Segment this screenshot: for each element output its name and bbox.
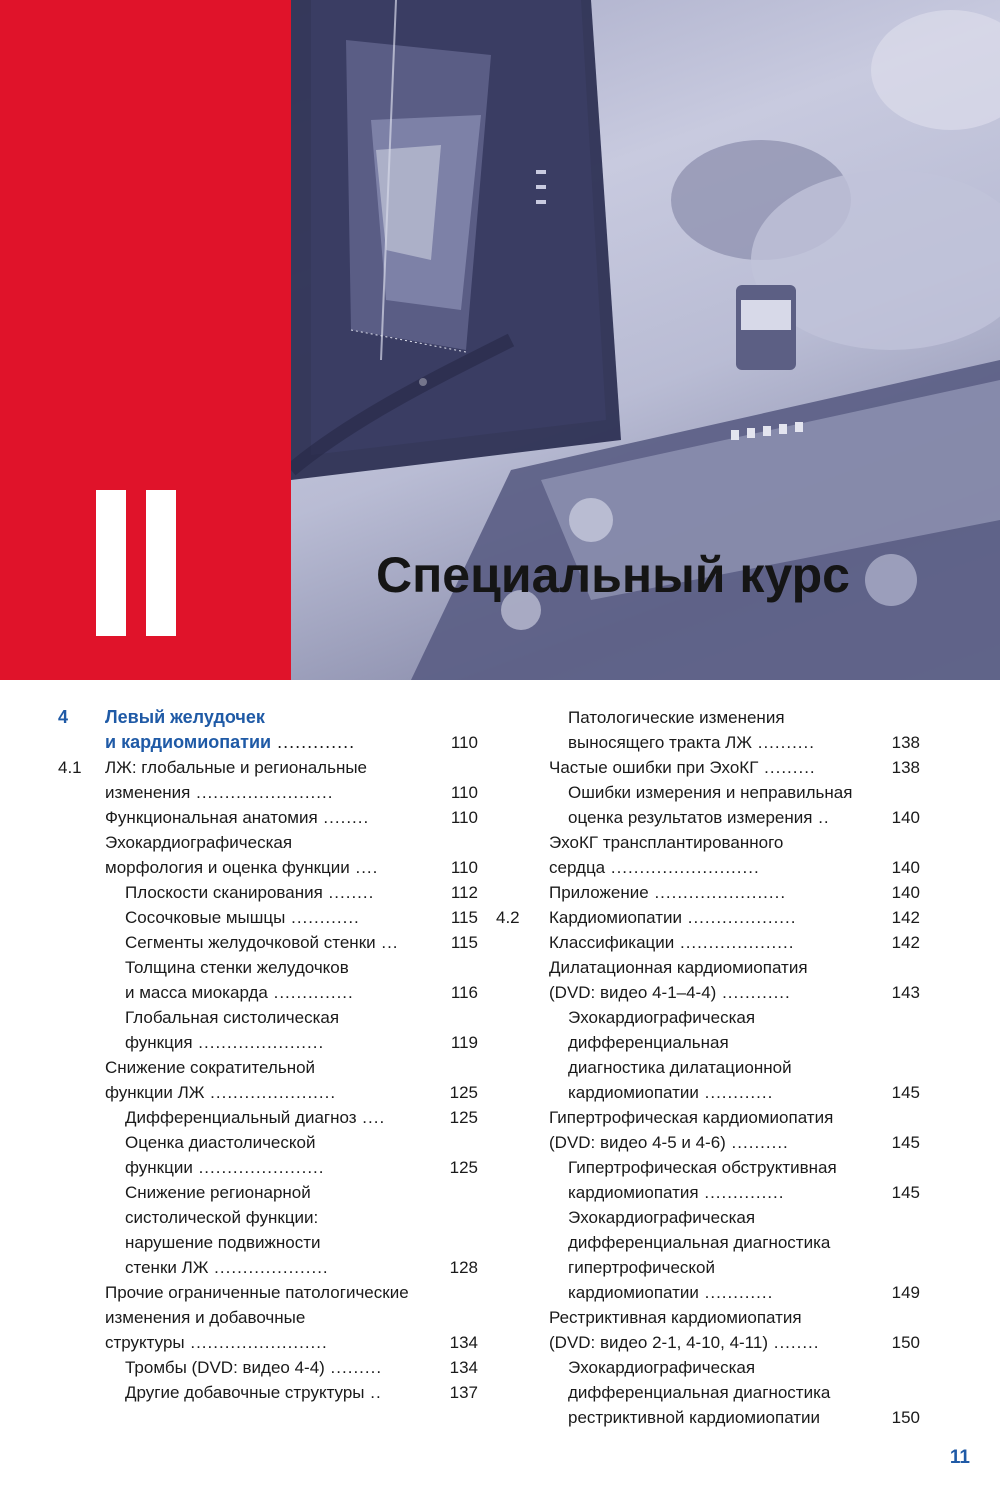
- toc-entry-title: дифференциальная диагностика: [568, 1383, 831, 1402]
- toc-entry: [58, 1055, 478, 1080]
- toc-leader-dots: ..: [364, 1383, 382, 1402]
- toc-entry: [58, 1280, 478, 1305]
- toc-entry-title: диагностика дилатационной: [568, 1058, 792, 1077]
- toc-entry: [496, 905, 920, 930]
- toc-entry-title: Сосочковые мышцы: [125, 908, 286, 927]
- toc-entry-page: 128: [449, 1258, 478, 1277]
- toc-leader-dots: ............: [716, 983, 791, 1002]
- toc-left-column: [58, 705, 478, 1405]
- toc-leader-dots: ....................: [674, 933, 795, 952]
- toc-entry-page: 125: [449, 1108, 478, 1127]
- toc-entry-page: 145: [891, 1133, 920, 1152]
- toc-entry-page: 142: [891, 933, 920, 952]
- toc-entry: [58, 705, 478, 730]
- toc-entry: [496, 830, 920, 855]
- toc-entry-title: Эхокардиографическая: [568, 1358, 756, 1377]
- toc-entry-page: 150: [891, 1333, 920, 1352]
- toc-entry-title: кардиомиопатия: [568, 1183, 699, 1202]
- toc-entry-page: 150: [891, 1408, 920, 1427]
- toc-leader-dots: ..............: [267, 983, 354, 1002]
- toc-entry-title: Дилатационная кардиомиопатия: [549, 958, 808, 977]
- toc-entry: [58, 830, 478, 855]
- toc-entry: [58, 1380, 478, 1405]
- toc-entry-title: ЛЖ: глобальные и региональные: [105, 758, 368, 777]
- toc-entry: [496, 730, 920, 755]
- toc-entry-title: (DVD: видео 2-1, 4-10, 4-11): [549, 1333, 768, 1352]
- toc-entry-title: морфология и оценка функции: [105, 858, 350, 877]
- toc-entry: [58, 980, 478, 1005]
- toc-entry: [58, 1130, 478, 1155]
- toc-entry-title: Классификации: [549, 933, 675, 952]
- toc-entry: [496, 1280, 920, 1305]
- toc-entry: [58, 1080, 478, 1105]
- toc-entry-page: 134: [449, 1358, 478, 1377]
- toc-entry-title: функции ЛЖ: [105, 1083, 205, 1102]
- toc-entry-title: оценка результатов измерения: [568, 808, 813, 827]
- toc-entry-title: дифференциальная диагностика: [568, 1233, 831, 1252]
- toc-entry-title: Снижение регионарной: [125, 1183, 311, 1202]
- toc-entry-title: изменения: [105, 783, 191, 802]
- toc-entry-number: 4.1: [58, 758, 82, 777]
- toc-entry-page: 112: [450, 883, 478, 902]
- toc-entry-title: Дифференциальный диагноз: [125, 1108, 357, 1127]
- toc-leader-dots: ............: [285, 908, 360, 927]
- toc-entry-title: стенки ЛЖ: [125, 1258, 209, 1277]
- toc-entry-page: 119: [450, 1033, 478, 1052]
- toc-entry-page: 125: [449, 1158, 478, 1177]
- toc-leader-dots: ......................: [192, 1158, 325, 1177]
- toc-entry-page: 125: [449, 1083, 478, 1102]
- toc-leader-dots: ...................: [682, 908, 797, 927]
- toc-entry-page: 134: [449, 1333, 478, 1352]
- toc-entry: [496, 1080, 920, 1105]
- toc-entry: [496, 1030, 920, 1055]
- toc-entry: [496, 1155, 920, 1180]
- toc-entry-title: функция: [125, 1033, 193, 1052]
- toc-entry-title: кардиомиопатии: [568, 1283, 699, 1302]
- toc-entry: [58, 730, 478, 755]
- toc-entry-page: 145: [891, 1183, 920, 1202]
- toc-entry-title: Рестриктивная кардиомиопатия: [549, 1308, 802, 1327]
- toc-entry: [58, 1255, 478, 1280]
- toc-entry-title: Эхокардиографическая: [568, 1008, 756, 1027]
- toc-entry: [58, 1305, 478, 1330]
- toc-entry-title: Приложение: [549, 883, 649, 902]
- toc-entry: [496, 1005, 920, 1030]
- toc-entry: [496, 955, 920, 980]
- toc-leader-dots: .......................: [648, 883, 787, 902]
- toc-entry-title: кардиомиопатии: [568, 1083, 699, 1102]
- toc-entry: [58, 955, 478, 980]
- toc-entry-title: Частые ошибки при ЭхоКГ: [549, 758, 759, 777]
- toc-entry-page: 115: [450, 908, 478, 927]
- toc-entry: [496, 1205, 920, 1230]
- toc-entry-title: систолической функции:: [125, 1208, 319, 1227]
- toc-entry-page: 110: [450, 733, 478, 752]
- toc-entry-title: дифференциальная: [568, 1033, 729, 1052]
- toc-entry-title: Снижение сократительной: [105, 1058, 316, 1077]
- toc-leader-dots: ............: [698, 1083, 774, 1102]
- toc-entry-title: Глобальная систолическая: [125, 1008, 340, 1027]
- toc-entry-title: рестриктивной кардиомиопатии: [568, 1408, 821, 1427]
- toc-entry-title: структуры: [105, 1333, 185, 1352]
- toc-entry: [58, 1005, 478, 1030]
- toc-entry-page: 138: [891, 758, 920, 777]
- toc-entry: [496, 1405, 920, 1430]
- toc-leader-dots: ........................: [190, 783, 334, 802]
- toc-leader-dots: ........: [768, 1333, 820, 1352]
- toc-entry-page: 149: [891, 1283, 920, 1302]
- toc-entry-title: и кардиомиопатии: [105, 732, 272, 752]
- toc-entry-title: Эхокардиографическая: [105, 833, 293, 852]
- toc-entry: [58, 1030, 478, 1055]
- toc-entry-title: Гипертрофическая обструктивная: [568, 1158, 837, 1177]
- toc-entry: [58, 1205, 478, 1230]
- toc-entry-page: 110: [450, 783, 478, 802]
- toc-entry: [58, 1180, 478, 1205]
- toc-leader-dots: ......................: [204, 1083, 337, 1102]
- part-title: Специальный курс: [376, 547, 850, 603]
- toc-entry-title: изменения и добавочные: [105, 1308, 306, 1327]
- toc-entry-title: Плоскости сканирования: [125, 883, 323, 902]
- toc-leader-dots: ..........: [752, 733, 815, 752]
- toc-entry: [496, 805, 920, 830]
- toc-entry: [496, 780, 920, 805]
- toc-entry: [58, 1155, 478, 1180]
- toc-entry-page: 140: [891, 883, 920, 902]
- toc-entry: [58, 1355, 478, 1380]
- toc-entry-title: функции: [125, 1158, 193, 1177]
- toc-entry-page: 116: [450, 983, 478, 1002]
- toc-entry-page: 145: [891, 1083, 920, 1102]
- toc-entry-title: и масса миокарда: [125, 983, 268, 1002]
- toc-entry-title: выносящего тракта ЛЖ: [568, 733, 753, 752]
- toc-entry-page: 140: [891, 858, 920, 877]
- toc-leader-dots: ............: [698, 1283, 774, 1302]
- toc-entry-title: Сегменты желудочковой стенки: [125, 933, 376, 952]
- toc-entry: [496, 1130, 920, 1155]
- toc-entry: [58, 930, 478, 955]
- toc-entry: [496, 705, 920, 730]
- toc-entry-title: Оценка диастолической: [125, 1133, 316, 1152]
- toc-entry: [496, 880, 920, 905]
- toc-entry-title: Кардиомиопатии: [549, 908, 682, 927]
- toc-leader-dots: ........: [322, 883, 375, 902]
- toc-entry-page: 110: [450, 858, 478, 877]
- toc-entry-title: сердца: [549, 858, 606, 877]
- toc-entry: [58, 1330, 478, 1355]
- chapter-red-block: [0, 0, 291, 680]
- toc-entry: [496, 1330, 920, 1355]
- toc-entry-title: гипертрофической: [568, 1258, 716, 1277]
- toc-entry-title: Эхокардиографическая: [568, 1208, 756, 1227]
- toc-entry: [496, 1055, 920, 1080]
- toc-leader-dots: ...: [375, 933, 399, 952]
- toc-entry-title: Патологические изменения: [568, 708, 785, 727]
- toc-entry: [496, 1255, 920, 1280]
- toc-leader-dots: ..............: [698, 1183, 785, 1202]
- toc-entry-title: Ошибки измерения и неправильная: [568, 783, 853, 802]
- toc-entry-page: 138: [891, 733, 920, 752]
- toc-entry-title: Гипертрофическая кардиомиопатия: [549, 1108, 834, 1127]
- toc-entry-title: ЭхоКГ трансплантированного: [549, 833, 784, 852]
- toc-leader-dots: ......................: [192, 1033, 325, 1052]
- toc-entry-page: 142: [891, 908, 920, 927]
- toc-entry: [58, 1230, 478, 1255]
- toc-entry: [496, 1305, 920, 1330]
- toc-entry-title: (DVD: видео 4-1–4-4): [549, 983, 717, 1002]
- toc-leader-dots: ..........................: [605, 858, 760, 877]
- toc-entry: [496, 930, 920, 955]
- toc-entry-title: Толщина стенки желудочков: [125, 958, 349, 977]
- page-number: 11: [949, 1447, 970, 1468]
- toc-entry-title: Левый желудочек: [105, 707, 265, 727]
- toc-entry: [58, 755, 478, 780]
- toc-entry-number: 4: [58, 707, 69, 727]
- toc-leader-dots: ..: [812, 808, 830, 827]
- toc-entry-title: Функциональная анатомия: [105, 808, 318, 827]
- toc-entry-title: нарушение подвижности: [125, 1233, 321, 1252]
- toc-entry-title: Другие добавочные структуры: [125, 1383, 365, 1402]
- toc-entry: [496, 1180, 920, 1205]
- toc-leader-dots: ........: [317, 808, 370, 827]
- toc-leader-dots: ..........: [725, 1133, 789, 1152]
- toc-entry: [496, 1105, 920, 1130]
- toc-leader-dots: .........: [758, 758, 816, 777]
- toc-leader-dots: .........: [324, 1358, 383, 1377]
- toc-entry-page: 137: [449, 1383, 478, 1402]
- toc-entry: [58, 1105, 478, 1130]
- toc-entry-title: (DVD: видео 4-5 и 4-6): [549, 1133, 726, 1152]
- toc-leader-dots: ........................: [184, 1333, 328, 1352]
- toc-entry: [496, 980, 920, 1005]
- toc-entry: [496, 1380, 920, 1405]
- toc-entry: [496, 1355, 920, 1380]
- toc-entry-page: 110: [450, 808, 478, 827]
- toc-entry: [58, 855, 478, 880]
- toc-leader-dots: ....: [349, 858, 379, 877]
- toc-entry: [58, 805, 478, 830]
- toc-leader-dots: ....: [356, 1108, 386, 1127]
- toc-entry-title: Прочие ограниченные патологические: [105, 1283, 409, 1302]
- toc-entry: [496, 855, 920, 880]
- toc-entry-page: 140: [891, 808, 920, 827]
- toc-right-column: [496, 705, 920, 1430]
- part-numeral: [96, 490, 176, 636]
- toc-entry-page: 143: [891, 983, 920, 1002]
- toc-leader-dots: ....................: [208, 1258, 329, 1277]
- toc-entry: [58, 780, 478, 805]
- toc-entry-page: 115: [450, 933, 478, 952]
- toc-leader-dots: .............: [271, 732, 356, 752]
- toc-entry: [58, 880, 478, 905]
- toc-entry: [496, 755, 920, 780]
- toc-entry-title: Тромбы (DVD: видео 4-4): [125, 1358, 325, 1377]
- toc-entry: [496, 1230, 920, 1255]
- toc-entry: [58, 905, 478, 930]
- toc-entry-number: 4.2: [496, 908, 520, 927]
